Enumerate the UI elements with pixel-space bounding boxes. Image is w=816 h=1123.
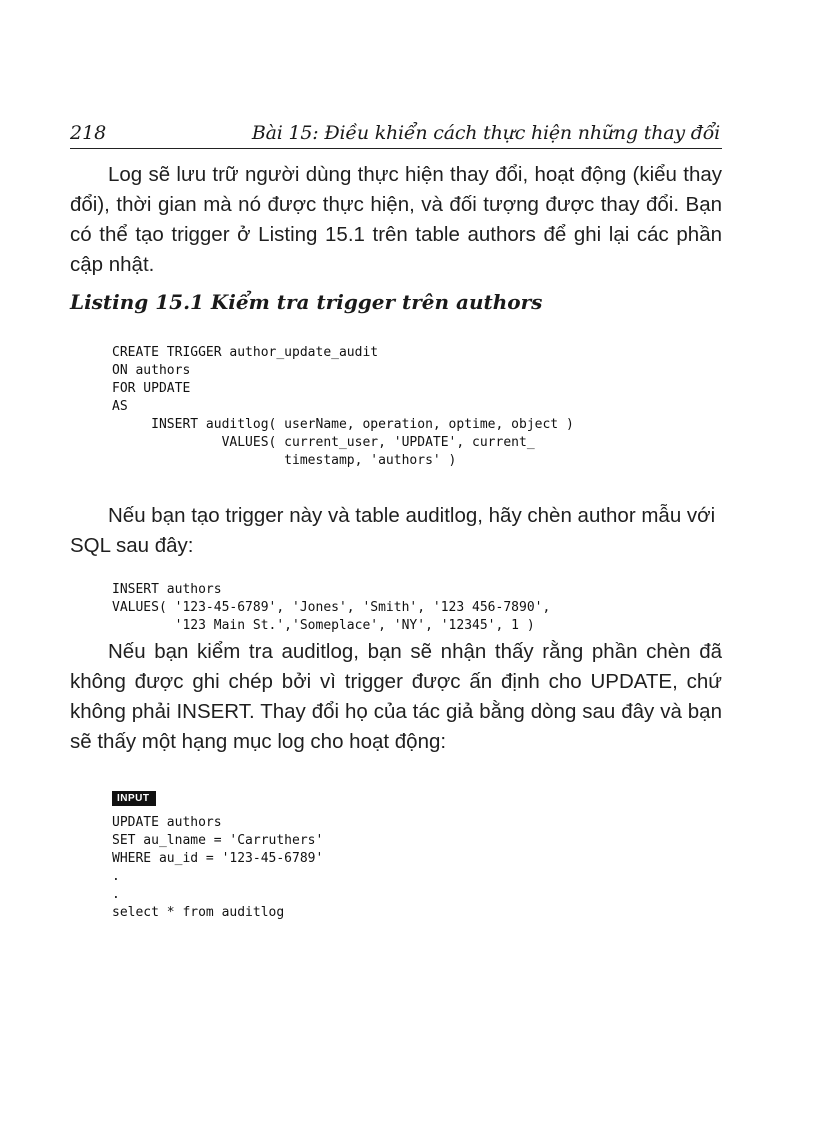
code-insert-author: INSERT authors VALUES( '123-45-6789', 'Jones', 'Smith', '123 456-7890', '123 Main St.','Someplace', 'NY', '12345', 1 ) [112,582,551,633]
code-listing-trigger: CREATE TRIGGER author_update_audit ON authors FOR UPDATE AS INSERT auditlog( userName, operation, optime, object ) VALUES( current_user, 'UPDATE', current_ timestamp, 'authors' ) [112,345,574,468]
input-badge: INPUT [112,791,156,806]
page-number: 218 [70,122,107,144]
listing-title: Listing 15.1 Kiểm tra trigger trên authors [70,290,543,314]
running-head: Bài 15: Điều khiển cách thực hiện những thay đổi [251,122,720,144]
code-update-author: UPDATE authors SET au_lname = 'Carruthers' WHERE au_id = '123-45-6789' . . select * from auditlog [112,815,324,920]
page-header [70,118,722,149]
paragraph-insert-sample: Nếu bạn tạo trigger này và table auditlog, hãy chèn author mẫu với SQL sau đây: [70,504,716,557]
paragraph-check-auditlog: Nếu bạn kiểm tra auditlog, bạn sẽ nhận thấy rằng phần chèn đã không được ghi chép bởi vì trigger được ấn định cho UPDATE, chứ không phải INSERT. Thay đổi họ của tác giả bằng dòng sau đây và bạn sẽ thấy một hạng mục log cho hoạt động: [70,640,722,753]
paragraph-intro: Log sẽ lưu trữ người dùng thực hiện thay đổi, hoạt động (kiểu thay đổi), thời gian mà nó được thực hiện, và đối tượng được thay đổi. Bạn có thể tạo trigger ở Listing 15.1 trên table authors để ghi lại các phần cập nhật. [70,163,722,276]
